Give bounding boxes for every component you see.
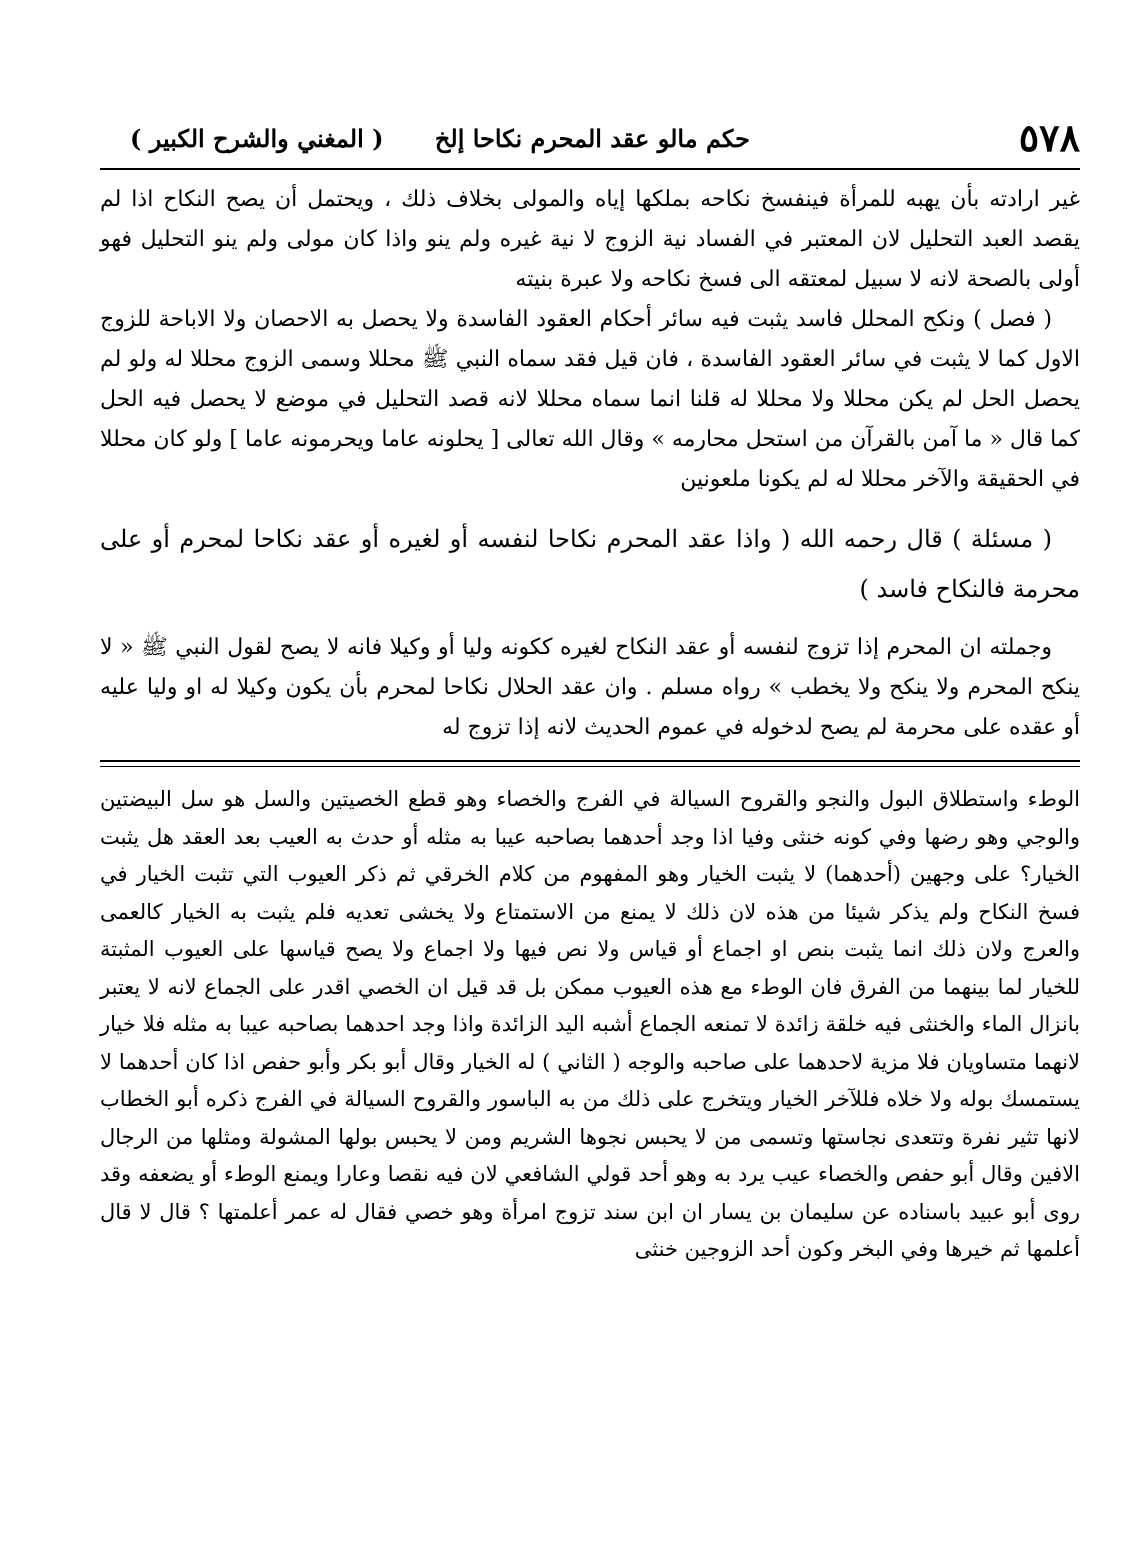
main-paragraph-1: غير ارادته بأن يهبه للمرأة فينفسخ نكاحه بملكها إياه والمولى بخلاف ذلك ، ويحتمل أن يصح النكاح اذا لم يقصد العبد التحليل لان المعتبر في الفساد نية الزوج لا نية غيره ولم ينو واذا كان مولى ولم ينو التحليل فهو أولى بالصحة لانه لا سبيل لمعتقه الى فسخ نكاحه ولا عبرة بنيته — [100, 187, 1080, 292]
sharh-paragraph: الوطء واستطلاق البول والنجو والقروح السيالة في الفرج والخصاء وهو قطع الخصيتين والسل هو سل البيضتين والوجي وهو رضها وفي كونه خنثى وفيا اذا وجد أحدهما بصاحبه عيبا به مثله أو حدث به العيب بعد العقد هل يثبت الخيار؟ على وجهين (أحدهما) لا يثبت الخيار وهو المفهوم من كلام الخرقي ثم ذكر العيوب التي تثبت الخيار في فسخ النكاح ولم يذكر شيئا من هذه لان ذلك لا يمنع من الاستمتاع ولا يخشى تعديه فلم يثبت به الخيار كالعمى والعرج ولان ذلك انما يثبت بنص او اجماع أو قياس ولا نص فيها ولا اجماع ولا يصح قياسها على العيوب المثبتة للخيار لما بينهما من الفرق فان الوطء مع هذه العيوب ممكن بل قد قيل ان الخصي اقدر على الجماع لانه لا يعتبر بانزال الماء والخنثى فيه خلقة زائدة لا تمنعه الجماع أشبه اليد الزائدة واذا وجد احدهما بصاحبه عيبا به مثله فلا خيار لانهما متساويان فلا مزية لاحدهما على صاحبه والوجه ( الثاني ) له الخيار وقال أبو بكر وأبو حفص اذا كان أحدهما لا يستمسك بوله ولا خلاه فللآخر الخيار ويتخرج على ذلك من به الباسور والقروح السيالة في الفرج ذكره أبو الخطاب لانها تثير نفرة وتتعدى نجاستها وتسمى من لا يحبس نجوها الشريم ومن لا يحبس بولها المشولة ومثلها من الرجال الافين وقال أبو حفص والخصاء عيب يرد به وهو أحد قولي الشافعي لان فيه نقصا وعارا ويمنع الوطء أو يضعفه وقد روى أبو عبيد باسناده عن سليمان بن يسار ان ابن سند تزوج امرأة وهو خصي فقال له عمر أعلمتها ؟ قال لا قال أعلمها ثم خيرها وفي البخر وكون أحد الزوجين خنثى — [100, 787, 1080, 1261]
main-text — [100, 180, 1080, 748]
section-title: حكم مالو عقد المحرم نكاحا إلخ — [434, 124, 750, 153]
page-header — [100, 110, 1080, 170]
book-title: ( المغني والشرح الكبير ) — [130, 124, 384, 153]
main-paragraph-3: وجملته ان المحرم إذا تزوج لنفسه أو عقد النكاح لغيره ككونه وليا أو وكيلا فانه لا يصح لقول النبي ﷺ « لا ينكح المحرم ولا ينكح ولا يخطب » رواه مسلم . وان عقد الحلال نكاحا لمحرم بأن يكون وكيلا له او وليا عليه أو عقده على محرمة لم يصح لدخوله في عموم الحديث لانه إذا تزوج له — [100, 635, 1080, 740]
section-divider — [100, 760, 1080, 767]
sharh-text — [100, 781, 1080, 1269]
masala-statement: ( مسئلة ) قال رحمه الله ( واذا عقد المحرم نكاحا لنفسه أو لغيره أو عقد نكاحا لمحرم أو على محرمة فالنكاح فاسد ) — [100, 525, 1080, 603]
main-paragraph-fasl: ( فصل ) ونكح المحلل فاسد يثبت فيه سائر أحكام العقود الفاسدة ولا يحصل به الاحصان ولا الاباحة للزوج الاول كما لا يثبت في سائر العقود الفاسدة ، فان قيل فقد سماه النبي ﷺ محللا وسمى الزوج محللا له ولو لم يحصل الحل لم يكن محللا ولا محللا له قلنا انما سماه محللا لانه قصد التحليل في موضع لا يحصل فيه الحل كما قال « ما آمن بالقرآن من استحل محارمه » وقال الله تعالى [ يحلونه عاما ويحرمونه عاما ] ولو كان محللا في الحقيقة والآخر محللا له لم يكونا ملعونين — [99, 307, 1080, 492]
page-number: ٥٧٨ — [1018, 115, 1080, 160]
page — [100, 110, 1080, 1269]
